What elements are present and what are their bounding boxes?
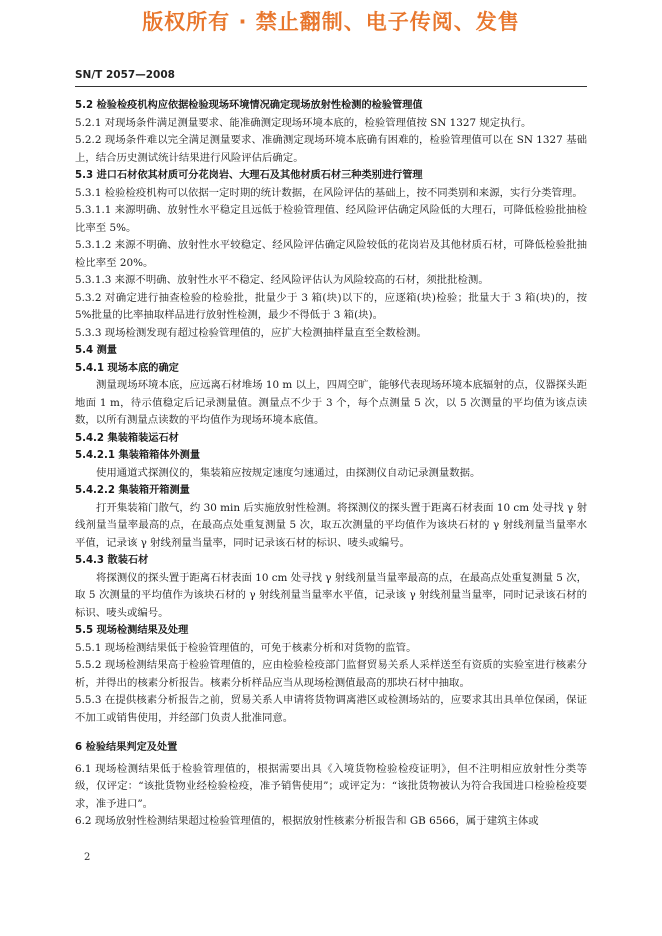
section-heading: 5.3 进口石材依其材质可分花岗岩、大理石及其他材质石材三种类别进行管理 — [75, 170, 423, 181]
clause-paragraph: 5.5.1 现场检测结果低于检验管理值的，可免于核素分析和对货物的监管。 — [75, 641, 417, 654]
section-heading: 5.4.1 现场本底的确定 — [75, 362, 179, 374]
clause-paragraph: 5.3.1.3 来源不明确、放射性水平不稳定、经风险评估认为风险较高的石材，须批批检测。 — [75, 274, 489, 286]
standard-code: SN/T 2057—2008 — [75, 69, 175, 81]
document-body — [75, 97, 587, 831]
indented-paragraph: 测量现场环境本底，应远离石材堆场 10 m 以上，四周空旷，能够代表现场环境本底辐射的点，仪器探头距地面 1 m，待示值稳定后记录测量值。测量点不少于 3 个，每个点测量 5 次，以 5 次测量的平均值为该点读数，以所有测量点读数的平均值作为现场环境本底值。 — [75, 379, 587, 426]
section-heading: 5.4.3 散装石材 — [75, 555, 149, 566]
copyright-watermark: 版权所有 · 禁止翻制、电子传阅、发售 — [142, 10, 520, 34]
section-heading: 5.4.2.2 集装箱开箱测量 — [75, 485, 190, 496]
header-rule — [75, 86, 587, 87]
clause-paragraph: 5.3.1.2 来源不明确、放射性水平较稳定、经风险评估确定风险较低的花岗岩及其他材质石材，可降低检验批抽检比率至 20%。 — [75, 239, 587, 269]
clause-paragraph: 5.3.1.1 来源明确、放射性水平稳定且远低于检验管理值、经风险评估确定风险低的大理石，可降低检验批抽检比率至 5%。 — [75, 204, 587, 234]
clause-paragraph: 6.1 现场检测结果低于检验管理值的，根据需要出具《入境货物检验检疫证明》，但不注明相应放射性分类等级，仅评定：“该批货物业经检验检疫，准予销售使用”；或评定为：“该批货物被认为符合我国进口检验检疫要求，准予进口”。 — [75, 762, 587, 810]
indented-paragraph: 打开集装箱门散气，约 30 min 后实施放射性检测。将探测仪的探头置于距离石材表面 10 cm 处寻找 γ 射线剂量当量率最高的点，在最高点处重复测量 5 次，取五次测量的平均值作为该块石材的 γ 射线剂量当量率水平值，记录该 γ 射线剂量当量率，同时记录该石材的标识、唛头或编号。 — [75, 501, 587, 549]
section-heading: 5.2 检验检疫机构应依据检验现场环境情况确定现场放射性检测的检验管理值 — [75, 100, 423, 111]
indented-paragraph: 使用通道式探测仪的，集装箱应按规定速度匀速通过，由探测仪自动记录测量数据。 — [96, 466, 481, 479]
section-heading: 5.5 现场检测结果及处理 — [75, 625, 189, 636]
clause-paragraph: 5.2.2 现场条件难以完全满足测量要求、准确测定现场环境本底确有困难的，检验管理值可以在 SN 1327 基础上，结合历史测试统计结果进行风险评估后确定。 — [75, 134, 587, 164]
section-heading: 5.4.2 集装箱装运石材 — [75, 432, 179, 444]
chapter-heading: 6 检验结果判定及处置 — [75, 742, 178, 753]
clause-paragraph: 5.5.2 现场检测结果高于检验管理值的，应由检验检疫部门监督贸易关系人采样送至有资质的实验室进行核素分析，并得出的核素分析报告。核素分析样品应当从现场检测值最高的那块石材中抽取。 — [75, 659, 587, 689]
page-number: 2 — [84, 852, 91, 863]
section-heading: 5.4 测量 — [75, 345, 117, 356]
clause-paragraph: 5.5.3 在提供核素分析报告之前，贸易关系人申请将货物调离港区或检测场站的，应要求其出具单位保函，保证不加工或销售使用，并经部门负责人批准同意。 — [75, 694, 587, 724]
indented-paragraph: 将探测仪的探头置于距离石材表面 10 cm 处寻找 γ 射线剂量当量率最高的点，在最高点处重复测量 5 次，取 5 次测量的平均值作为该块石材的 γ 射线剂量当量率水平值，记录该 γ 射线剂量当量率，同时记录该石材的标识、唛头或编号。 — [75, 571, 587, 619]
clause-paragraph: 5.3.1 检验检疫机构可以依据一定时期的统计数据，在风险评估的基础上，按不同类别和来源，实行分类管理。 — [75, 186, 583, 199]
clause-paragraph: 5.3.2 对确定进行抽查检验的检验批，批量少于 3 箱(块)以下的，应逐箱(块)检验；批量大于 3 箱(块)的，按 5%批量的比率抽取样品进行放射性检测，最少不得低于 3 箱(块)。 — [75, 291, 587, 321]
section-heading: 5.4.2.1 集装箱箱体外测量 — [75, 450, 201, 461]
clause-paragraph: 5.3.3 现场检测发现有超过检验管理值的，应扩大检测抽样量直至全数检测。 — [75, 326, 427, 339]
clause-paragraph: 6.2 现场放射性检测结果超过检验管理值的，根据放射性核素分析报告和 GB 6566，属于建筑主体或 — [75, 815, 539, 827]
clause-paragraph: 5.2.1 对现场条件满足测量要求、能准确测定现场环境本底的，检验管理值按 SN 1327 规定执行。 — [75, 116, 532, 129]
